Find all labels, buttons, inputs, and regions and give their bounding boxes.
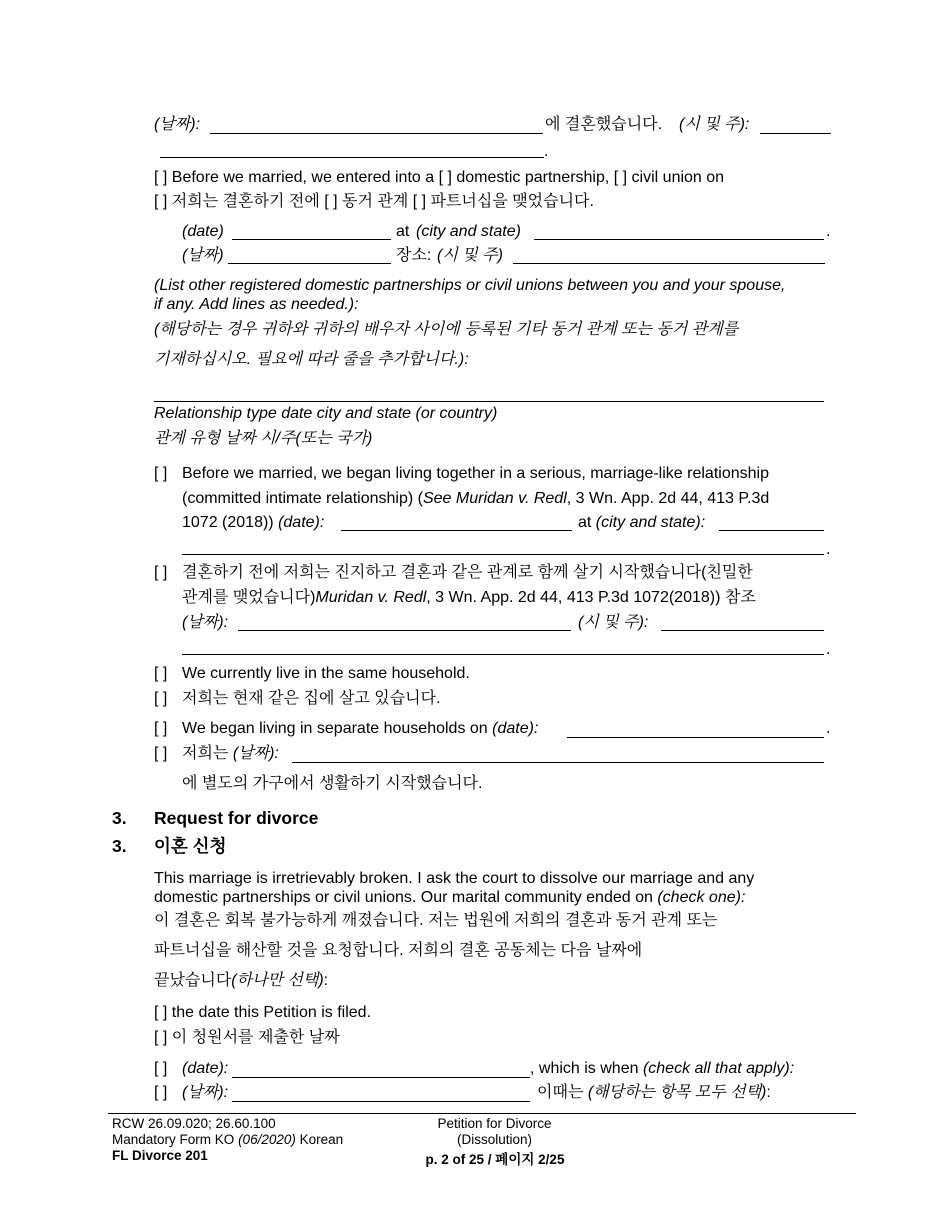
partnership-date-field[interactable] bbox=[232, 239, 391, 240]
separate-household-checkbox[interactable]: [ ] bbox=[154, 720, 168, 737]
date-label: (date): bbox=[182, 1060, 229, 1077]
section-number-ko: 3. bbox=[112, 836, 127, 856]
case-citation: Muridan v. Redl bbox=[315, 589, 427, 606]
columns-en: Relationship type date city and state (or country) bbox=[154, 405, 498, 422]
date-label: (날짜): bbox=[154, 116, 201, 133]
date-option-checkbox-ko[interactable]: [ ] bbox=[154, 1084, 168, 1101]
text: Mandatory Form KO bbox=[112, 1132, 235, 1147]
date-label: (date): bbox=[492, 720, 539, 737]
at-label: at bbox=[578, 514, 592, 531]
section-body-ko-2: 파트너십을 해산할 것을 요청합니다. 저희의 결혼 공동체는 다음 날짜에 bbox=[154, 942, 643, 959]
partnership-date-field-ko[interactable] bbox=[228, 263, 391, 264]
check-one-label-ko: (하나만 선택) bbox=[231, 972, 324, 989]
committed-date-field-ko[interactable] bbox=[238, 630, 571, 631]
text: 1072 (2018)) bbox=[182, 514, 274, 531]
section-body-en-2 bbox=[154, 888, 745, 908]
date-label: (date): bbox=[278, 514, 325, 531]
marriage-city-field-cont[interactable] bbox=[160, 157, 544, 158]
case-citation: See Muridan v. Redl bbox=[422, 490, 567, 507]
text: 끝났습니다 bbox=[154, 972, 232, 989]
date-label: (날짜): bbox=[232, 745, 279, 762]
which-when-ko: 이때는 (해당하는 항목 모두 선택): bbox=[537, 1084, 771, 1101]
text: , 3 Wn. App. 2d 44, 413 P.3d 1072(2018)) 참조 bbox=[426, 589, 756, 606]
same-household-ko: 저희는 현재 같은 집에 살고 있습니다. bbox=[182, 690, 441, 707]
check-one-label: (check one): bbox=[657, 889, 746, 906]
partnership-city-field[interactable] bbox=[534, 239, 824, 240]
period: . bbox=[544, 143, 549, 160]
columns-ko: 관계 유형 날짜 시/주(또는 국가) bbox=[154, 430, 373, 447]
text: We began living in separate households on bbox=[182, 720, 488, 737]
date-option-checkbox[interactable]: [ ] bbox=[154, 1060, 168, 1077]
place-label: 장소: bbox=[396, 247, 432, 264]
section-title-en: Request for divorce bbox=[154, 808, 319, 828]
section-title-ko: 이혼 신청 bbox=[154, 836, 227, 856]
separate-date-field-ko[interactable] bbox=[292, 762, 824, 763]
committed-en-2 bbox=[182, 489, 769, 509]
committed-city-field-ko[interactable] bbox=[661, 630, 824, 631]
period: . bbox=[826, 223, 831, 240]
city-state-label-ko: (시 및 주) bbox=[437, 247, 503, 264]
separate-date-field[interactable] bbox=[567, 737, 824, 738]
check-all-label-ko: (해당하는 항목 모두 선택) bbox=[587, 1084, 767, 1101]
period: . bbox=[826, 720, 831, 737]
community-end-date-field[interactable] bbox=[232, 1077, 530, 1078]
committed-city-field[interactable] bbox=[719, 530, 824, 531]
text: 저희는 bbox=[182, 745, 229, 762]
date-label-ko: (날짜) bbox=[182, 247, 224, 264]
check-all-label: (check all that apply): bbox=[642, 1060, 795, 1077]
separate-household-checkbox-ko[interactable]: [ ] bbox=[154, 745, 168, 762]
filed-option-en[interactable]: [ ] the date this Petition is filed. bbox=[154, 1004, 372, 1021]
list-note-ko: (해당하는 경우 귀하와 귀하의 배우자 사이에 등록된 기타 동거 관계 또는 동거 관계를 bbox=[154, 321, 739, 338]
list-note-ko-2: 기재하십시오. 필요에 따라 줄을 추가합니다.): bbox=[154, 351, 469, 368]
city-label: (시 및 주): bbox=[679, 116, 750, 133]
partnership-line-ko: [ ] 저희는 결혼하기 전에 [ ] 동거 관계 [ ] 파트너십을 맺었습니다. bbox=[154, 193, 594, 210]
date-label: (date) bbox=[182, 223, 224, 240]
period: . bbox=[826, 541, 831, 558]
separate-household-ko bbox=[182, 744, 279, 764]
at-label: at bbox=[396, 223, 410, 240]
marriage-city-field[interactable] bbox=[760, 133, 831, 134]
committed-en-3 bbox=[182, 513, 324, 533]
text: (committed intimate relationship) ( bbox=[182, 490, 423, 507]
city-state-label: (city and state) bbox=[416, 223, 521, 240]
footer-form-id: FL Divorce 201 bbox=[112, 1148, 208, 1163]
footer-title-2: (Dissolution) bbox=[456, 1132, 533, 1147]
period: . bbox=[826, 641, 831, 658]
list-note-en-2: if any. Add lines as needed.): bbox=[154, 296, 359, 313]
married-text: 에 결혼했습니다. bbox=[545, 116, 663, 133]
partnership-city-field-ko[interactable] bbox=[513, 263, 825, 264]
city-label-ko: (시 및 주): bbox=[578, 614, 649, 631]
committed-checkbox[interactable]: [ ] bbox=[154, 465, 168, 482]
footer-mandatory-form bbox=[112, 1132, 343, 1148]
other-partnerships-field[interactable] bbox=[154, 401, 824, 402]
which-when-en bbox=[530, 1059, 794, 1079]
text: , which is when bbox=[530, 1060, 639, 1077]
committed-ko-2 bbox=[182, 588, 756, 608]
section-body-en-1: This marriage is irretrievably broken. I ask the court to dissolve our marriage and any bbox=[154, 870, 755, 887]
same-household-checkbox[interactable]: [ ] bbox=[154, 665, 168, 682]
footer-rcw: RCW 26.09.020; 26.60.100 bbox=[112, 1116, 276, 1131]
separate-household-ko-2: 에 별도의 가구에서 생활하기 시작했습니다. bbox=[182, 775, 483, 792]
date-label-ko: (날짜): bbox=[182, 1084, 229, 1101]
filed-option-ko[interactable]: [ ] 이 청원서를 제출한 날짜 bbox=[154, 1029, 340, 1046]
committed-ko-1: 결혼하기 전에 저희는 진지하고 결혼과 같은 관계로 함께 살기 시작했습니다(친밀한 bbox=[182, 564, 753, 581]
footer-divider bbox=[108, 1113, 856, 1114]
partnership-line-en: [ ] Before we married, we entered into a [ ] domestic partnership, [ ] civil union on bbox=[154, 169, 725, 186]
committed-city-field-cont[interactable] bbox=[182, 554, 824, 555]
community-end-date-field-ko[interactable] bbox=[232, 1101, 530, 1102]
city-state-label: (city and state): bbox=[595, 514, 706, 531]
list-note-en: (List other registered domestic partnerships or civil unions between you and your spouse, bbox=[154, 277, 786, 294]
text: Korean bbox=[299, 1132, 344, 1147]
footer-title: Petition for Divorce bbox=[437, 1116, 552, 1131]
form-date: (06/2020) bbox=[238, 1132, 296, 1147]
separate-household-en bbox=[182, 719, 538, 739]
section-body-ko-3: 끝났습니다(하나만 선택): bbox=[154, 972, 329, 989]
date-label-ko: (날짜): bbox=[182, 614, 229, 631]
text: 관계를 맺었습니다) bbox=[182, 589, 316, 606]
marriage-date-field[interactable] bbox=[210, 133, 543, 134]
committed-en-1: Before we married, we began living together in a serious, marriage-like relationship bbox=[182, 465, 769, 482]
text: , 3 Wn. App. 2d 44, 413 P.3d bbox=[566, 490, 770, 507]
same-household-checkbox-ko[interactable]: [ ] bbox=[154, 690, 168, 707]
section-number: 3. bbox=[112, 808, 127, 828]
page-number: p. 2 of 25 / 페이지 2/25 bbox=[425, 1152, 565, 1167]
section-body-ko-1: 이 결혼은 회복 불가능하게 깨졌습니다. 저는 법원에 저희의 결혼과 동거 관계 또는 bbox=[154, 912, 718, 929]
committed-checkbox-ko[interactable]: [ ] bbox=[154, 564, 168, 581]
text: 이때는 bbox=[537, 1084, 584, 1101]
committed-date-field[interactable] bbox=[341, 530, 572, 531]
same-household-en: We currently live in the same household. bbox=[182, 665, 470, 682]
text: domestic partnerships or civil unions. Our marital community ended on bbox=[154, 889, 653, 906]
committed-city-field-ko-cont[interactable] bbox=[182, 654, 824, 655]
committed-at bbox=[578, 513, 705, 533]
